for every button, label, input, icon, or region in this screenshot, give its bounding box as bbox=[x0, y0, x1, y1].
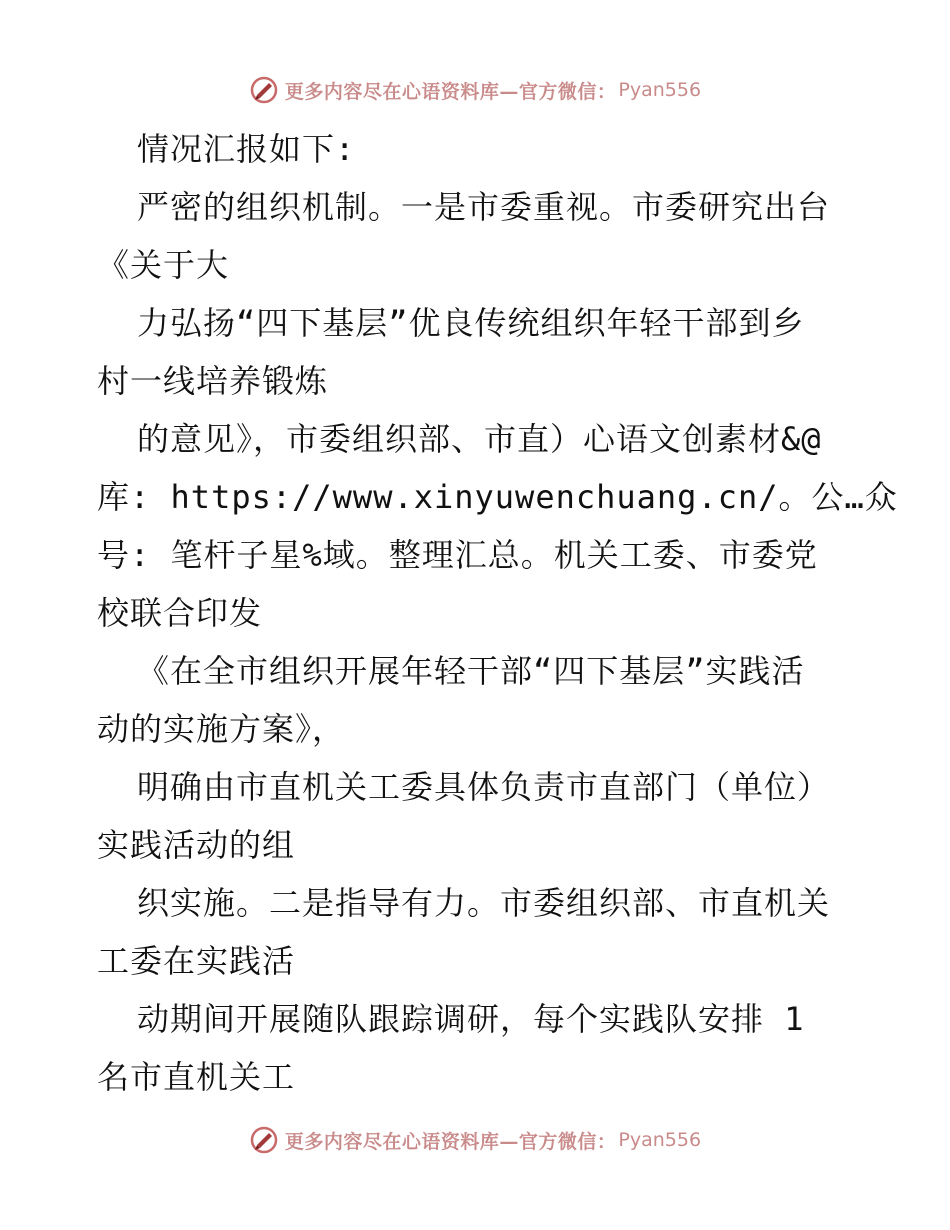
text-line: 的意见》，市委组织部、市直）心语文创素材&@ bbox=[137, 420, 822, 458]
logo-icon bbox=[249, 75, 279, 105]
text-line: 《在全市组织开展年轻干部“四下基层”实践活 bbox=[137, 652, 805, 690]
banner-text: 更多内容尽在心语资料库—官方微信： bbox=[284, 80, 617, 103]
text-line: 名市直机关工 bbox=[97, 1058, 296, 1096]
logo-icon bbox=[249, 1125, 279, 1155]
text-line: 工委在实践活 bbox=[97, 942, 296, 980]
header-watermark bbox=[0, 70, 950, 110]
text-line: 织实施。二是指导有力。市委组织部、市直机关 bbox=[137, 884, 831, 922]
text-line: 实践活动的组 bbox=[97, 826, 296, 864]
text-line: 动的实施方案》， bbox=[97, 710, 346, 748]
text-line: 库: https://www.xinyuwenchuang.cn/。公…众 bbox=[97, 478, 898, 516]
text-line: 情况汇报如下: bbox=[137, 130, 356, 168]
text-line: 严密的组织机制。一是市委重视。市委研究出台 bbox=[137, 188, 831, 226]
text-line: 村一线培养锻炼 bbox=[97, 362, 329, 400]
text-line: 动期间开展随队跟踪调研，每个实践队安排 1 bbox=[137, 1000, 805, 1038]
text-line: 号: 笔杆子星%域。整理汇总。机关工委、市委党 bbox=[97, 536, 818, 574]
text-line: 力弘扬“四下基层”优良传统组织年轻干部到乡 bbox=[137, 304, 805, 342]
banner-contact: Pyan556 bbox=[618, 79, 702, 101]
banner-contact: Pyan556 bbox=[618, 1129, 702, 1151]
banner-text: 更多内容尽在心语资料库—官方微信： bbox=[284, 1130, 617, 1153]
document-body bbox=[97, 120, 898, 1106]
text-line: 《关于大 bbox=[97, 246, 230, 284]
footer-watermark bbox=[0, 1120, 950, 1160]
text-line: 校联合印发 bbox=[97, 594, 263, 632]
text-line: 明确由市直机关工委具体负责市直部门（单位） bbox=[137, 768, 831, 806]
